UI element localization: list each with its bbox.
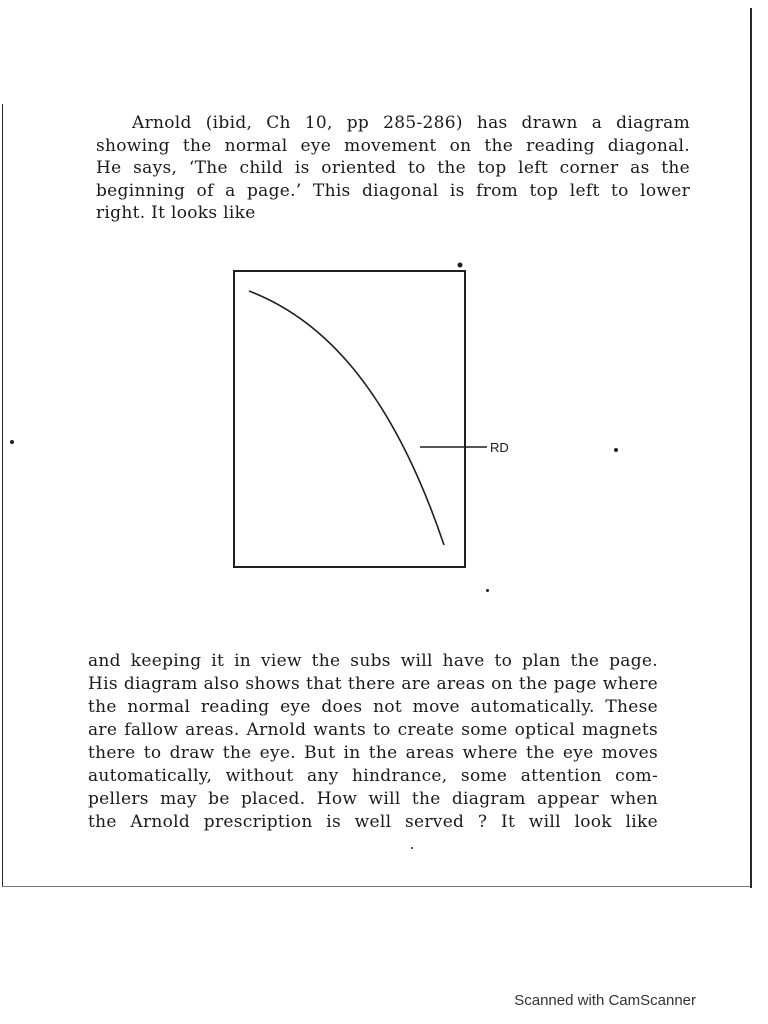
paragraph-1-line: Arnold (ibid, Ch 10, pp 285-286) has drawn a diagram — [132, 113, 690, 133]
paragraph-1-line: beginning of a page.’ This diagonal is from top left to lower — [96, 180, 690, 201]
paragraph-2-line: His diagram also shows that there are areas on the page where — [88, 674, 658, 694]
paragraph-2-line: automatically, without any hindrance, some attention com- — [88, 766, 658, 786]
paragraph-2-line: and keeping it in view the subs will have to plan the page. — [88, 651, 658, 671]
rd-label: RD — [490, 440, 509, 455]
paragraph-1-line: showing the normal eye movement on the reading diagonal. — [96, 135, 690, 156]
scan-speck — [486, 589, 489, 592]
scan-speck — [614, 448, 618, 452]
paragraph-2-line: there to draw the eye. But in the areas where the eye moves — [88, 743, 658, 763]
paragraph-2-line: the normal reading eye does not move automatically. These — [88, 697, 658, 717]
diagram-frame — [234, 271, 465, 567]
scan-speck — [10, 440, 14, 444]
paragraph-2-line: are fallow areas. Arnold wants to create some optical magnets — [88, 720, 658, 740]
paragraph-1-line: He says, ‘The child is oriented to the top left corner as the — [96, 158, 690, 178]
scan-speck — [411, 847, 413, 849]
reading-diagonal-curve — [249, 291, 444, 545]
paragraph-2-line: pellers may be placed. How will the diagram appear when — [88, 789, 658, 809]
paragraph-1-line: right. It looks like — [96, 203, 256, 223]
paragraph-2-line: the Arnold prescription is well served ? It will look like — [88, 812, 658, 832]
scanner-watermark: Scanned with CamScanner — [514, 992, 696, 1009]
ink-speck — [458, 263, 463, 268]
paragraph-2 — [88, 650, 658, 834]
